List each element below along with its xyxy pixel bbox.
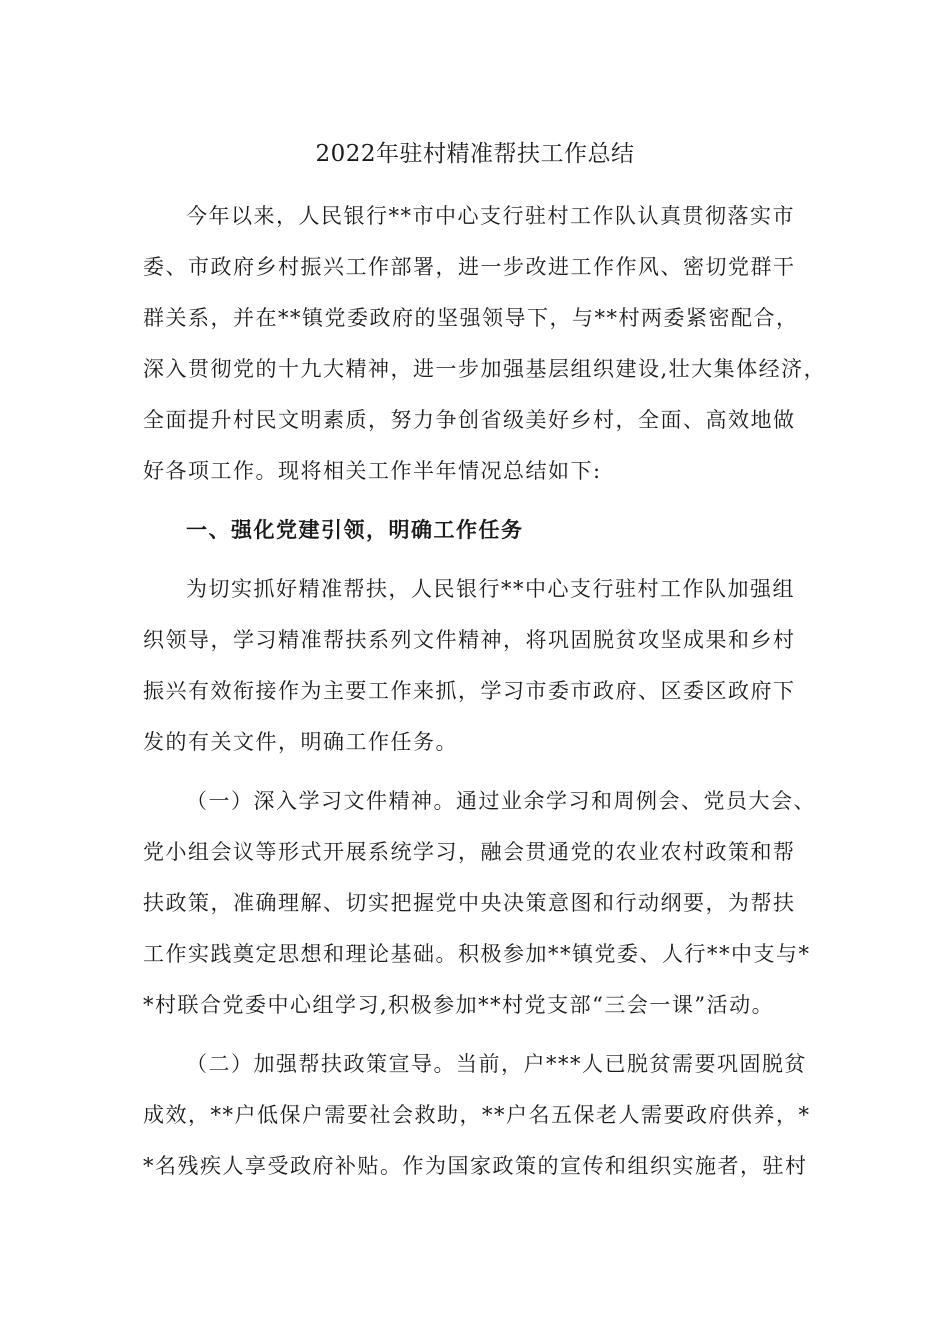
paragraph-3-line-4: 工作实践奠定思想和理论基础。积极参加**镇党委、人行**中支与* xyxy=(143,942,811,966)
paragraph-2-line-1: 为切实抓好精准帮扶，人民银行**中心支行驻村工作队加强组 xyxy=(186,577,795,601)
paragraph-2-line-3: 振兴有效衔接作为主要工作来抓，学习市委市政府、区委区政府下 xyxy=(143,679,796,703)
paragraph-3-line-3: 扶政策，准确理解、切实把握党中央决策意图和行动纲要，为帮扶 xyxy=(143,891,796,915)
paragraph-1-line-3: 群关系，并在**镇党委政府的坚强领导下，与**村两委紧密配合， xyxy=(143,306,799,330)
paragraph-3-line-5: *村联合党委中心组学习,积极参加**村党支部“三会一课”活动。 xyxy=(143,993,775,1017)
paragraph-2-line-4: 发的有关文件，明确工作任务。 xyxy=(143,730,458,754)
paragraph-1-line-2: 委、市政府乡村振兴工作部署，进一步改进工作作风、密切党群干 xyxy=(143,255,796,279)
paragraph-2-line-2: 织领导，学习精准帮扶系列文件精神，将巩固脱贫攻坚成果和乡村 xyxy=(143,628,796,652)
paragraph-4-line-2: 成效，**户低保户需要社会救助，**户名五保老人需要政府供养，* xyxy=(143,1103,811,1127)
document-title: 2022年驻村精准帮扶工作总结 xyxy=(315,141,635,167)
paragraph-1-line-4: 深入贯彻党的十九大精神，进一步加强基层组织建设,壮大集体经济， xyxy=(143,357,827,381)
section-heading-1: 一、强化党建引领，明确工作任务 xyxy=(186,517,524,542)
paragraph-3-line-1: （一）深入学习文件精神。通过业余学习和周例会、党员大会、 xyxy=(186,789,816,813)
paragraph-4-line-1: （二）加强帮扶政策宣导。当前，户***人已脱贫需要巩固脱贫 xyxy=(186,1052,807,1076)
paragraph-1-line-6: 好各项工作。现将相关工作半年情况总结如下: xyxy=(143,459,602,483)
paragraph-3-line-2: 党小组会议等形式开展系统学习，融会贯通党的农业农村政策和帮 xyxy=(143,840,796,864)
paragraph-1-line-5: 全面提升村民文明素质，努力争创省级美好乡村，全面、高效地做 xyxy=(143,408,796,432)
paragraph-4-line-3: *名残疾人享受政府补贴。作为国家政策的宣传和组织实施者，驻村 xyxy=(143,1154,808,1178)
paragraph-1-line-1: 今年以来，人民银行**市中心支行驻村工作队认真贯彻落实市 xyxy=(186,204,795,228)
